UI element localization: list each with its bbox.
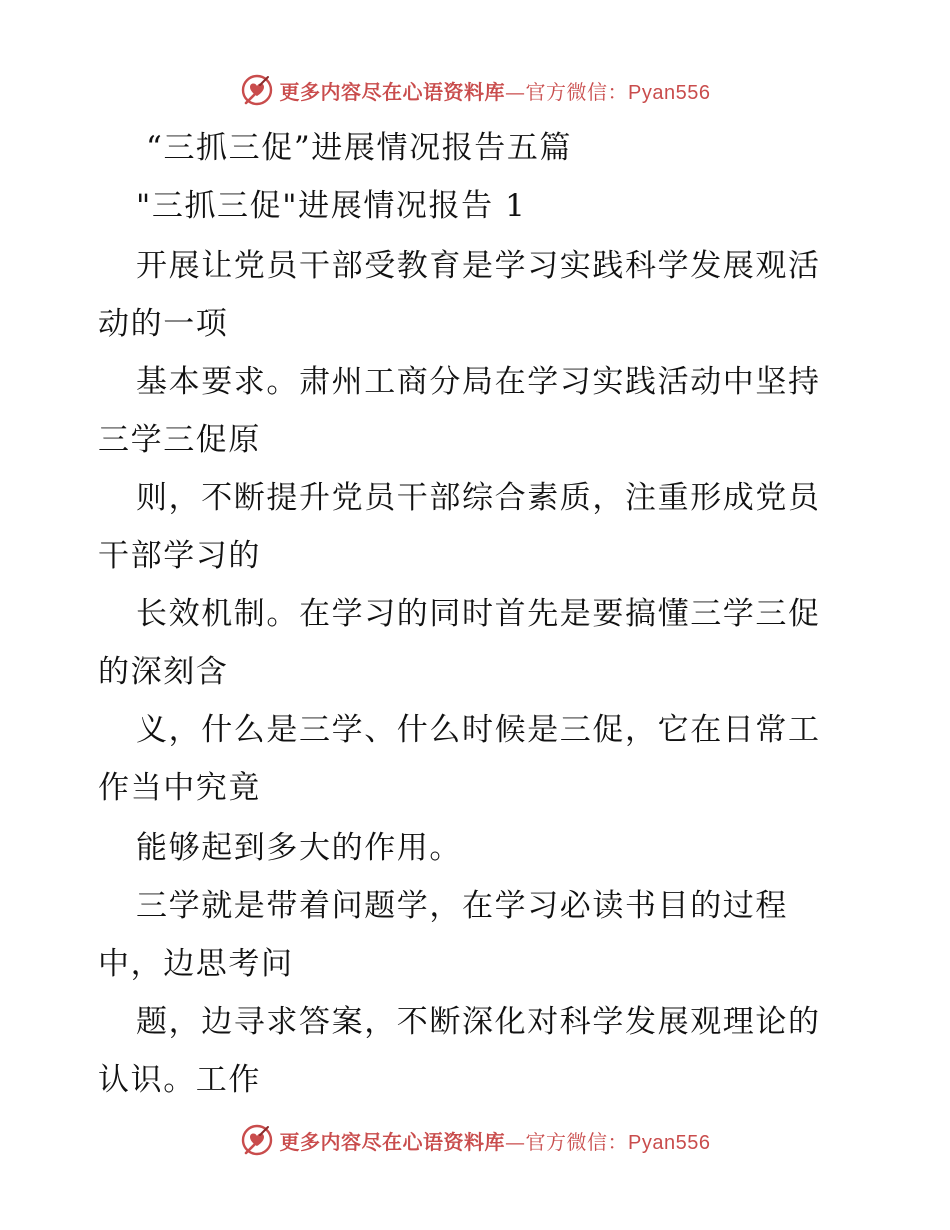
- paragraph-line: 干部学习的: [98, 538, 261, 574]
- paragraph-line: 开展让党员干部受教育是学习实践科学发展观活: [136, 248, 821, 284]
- paragraph-line: 能够起到多大的作用。: [136, 830, 462, 866]
- pen-heart-logo-icon: [240, 73, 274, 107]
- banner-dash: —: [505, 79, 526, 104]
- paragraph-line: 认识。工作: [98, 1062, 261, 1098]
- banner-dash: —: [505, 1129, 526, 1154]
- paragraph-line: 三学就是带着问题学，在学习必读书目的过程: [136, 888, 788, 924]
- banner-handle: Pyan556: [628, 81, 711, 104]
- paragraph-line: 作当中究竟: [98, 770, 261, 806]
- banner-label: 官方微信：: [525, 1129, 629, 1154]
- paragraph-line: 基本要求。肃州工商分局在学习实践活动中坚持: [136, 364, 821, 400]
- footer-banner-inner: [240, 1123, 711, 1157]
- header-banner: [0, 70, 950, 110]
- paragraph-line: 则，不断提升党员干部综合素质，注重形成党员: [136, 480, 821, 516]
- document-title: “三抓三促”进展情况报告五篇: [146, 130, 573, 166]
- banner-handle: Pyan556: [628, 1131, 711, 1154]
- pen-heart-logo-icon: [240, 1123, 274, 1157]
- footer-banner: [0, 1120, 950, 1160]
- paragraph-line: 长效机制。在学习的同时首先是要搞懂三学三促: [136, 596, 821, 632]
- paragraph-line: 三学三促原: [98, 422, 261, 458]
- header-banner-inner: [240, 73, 711, 107]
- paragraph-line: 的深刻含: [98, 654, 229, 690]
- paragraph-line: 动的一项: [98, 306, 229, 342]
- banner-label: 官方微信：: [525, 79, 629, 104]
- footer-banner-text: [280, 1126, 711, 1155]
- header-banner-text: [280, 76, 711, 105]
- document-subtitle: "三抓三促"进展情况报告 1: [136, 188, 527, 224]
- paragraph-line: 中，边思考问: [98, 946, 294, 982]
- paragraph-line: 义，什么是三学、什么时候是三促，它在日常工: [136, 712, 821, 748]
- banner-brand: 更多内容尽在心语资料库: [279, 1129, 506, 1154]
- paragraph-line: 题，边寻求答案，不断深化对科学发展观理论的: [136, 1004, 821, 1040]
- banner-brand: 更多内容尽在心语资料库: [279, 79, 506, 104]
